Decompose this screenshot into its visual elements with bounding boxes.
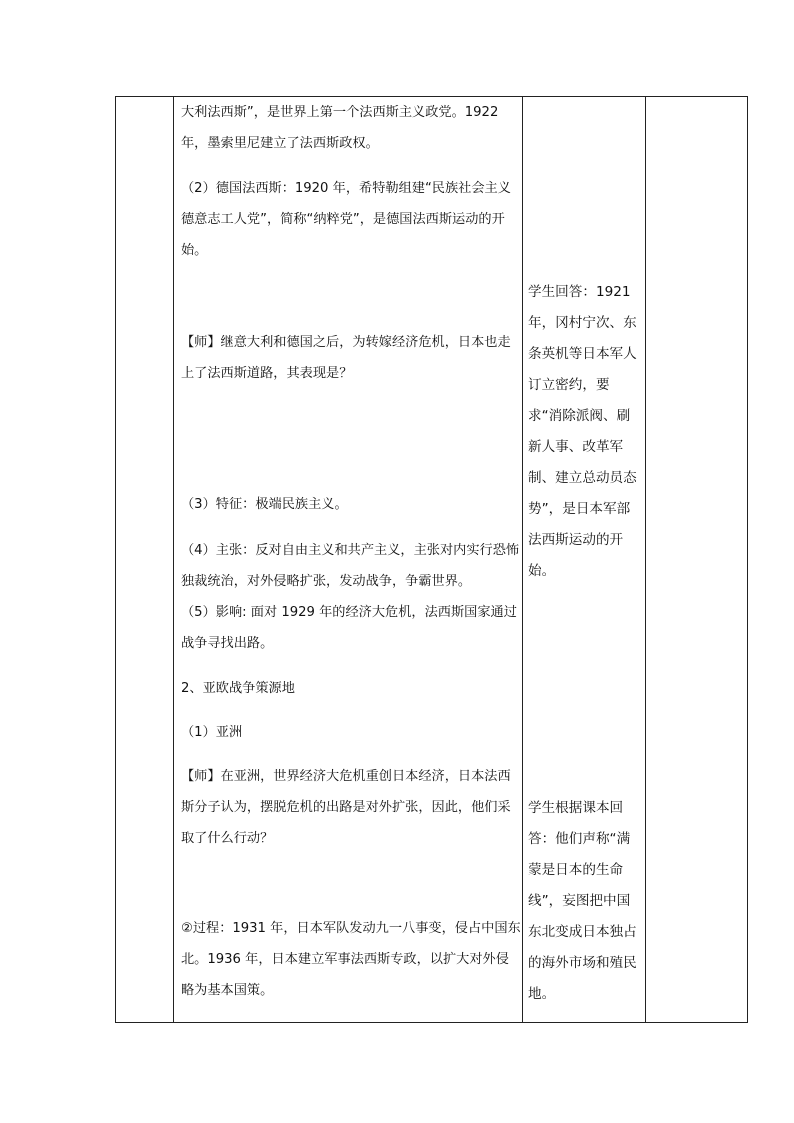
paragraph-student-answer-lifeline: 学生根据课本回答：他们声称“满蒙是日本的生命线”，妄图把中国东北变成日本独占的海外市场和殖民地。 — [528, 800, 637, 1002]
column-divider-3 — [645, 97, 646, 1022]
student-activity-column — [528, 97, 644, 1022]
lesson-table — [115, 96, 748, 1023]
paragraph-teacher-question-japan: 【师】继意大利和德国之后，为转嫁经济危机，日本也走上了法西斯道路，其表现是？ — [181, 335, 511, 381]
paragraph-propositions: （4）主张：反对自由主义和共产主义，主张对内实行恐怖独裁统治，对外侵略扩张，发动战争，争霸世界。 — [181, 543, 520, 589]
column-divider-1 — [173, 97, 174, 1022]
paragraph-process: ②过程：1931 年，日本军队发动九一八事变，侵占中国东北。1936 年，日本建立军事法西斯专政，以扩大对外侵略为基本国策。 — [181, 921, 521, 998]
section-heading-war-sources: 2、亚欧战争策源地 — [181, 681, 295, 696]
paragraph-features: （3）特征：极端民族主义。 — [181, 497, 348, 512]
paragraph-student-answer-1921: 学生回答：1921年，冈村宁次、东条英机等日本军人订立密约，要求“消除派阀、刷新人事、改革军制、建立总动员态势”，是日本军部法西斯运动的开始。 — [528, 284, 637, 579]
paragraph-italian-fascism: 大利法西斯”，是世界上第一个法西斯主义政党。1922年，墨索里尼建立了法西斯政权。 — [181, 105, 499, 151]
paragraph-impact: （5）影响: 面对 1929 年的经济大危机，法西斯国家通过战争寻找出路。 — [181, 605, 517, 651]
teacher-activity-column — [181, 97, 521, 1022]
paragraph-german-fascism: （2）德国法西斯：1920 年，希特勒组建“民族社会主义德意志工人党”，简称“纳粹党”，是德国法西斯运动的开始。 — [181, 181, 511, 258]
subheading-asia: （1）亚洲 — [181, 725, 243, 740]
paragraph-teacher-question-asia: 【师】在亚洲，世界经济大危机重创日本经济，日本法西斯分子认为，摆脱危机的出路是对外扩张，因此，他们采取了什么行动？ — [181, 769, 511, 846]
column-divider-2 — [522, 97, 523, 1022]
